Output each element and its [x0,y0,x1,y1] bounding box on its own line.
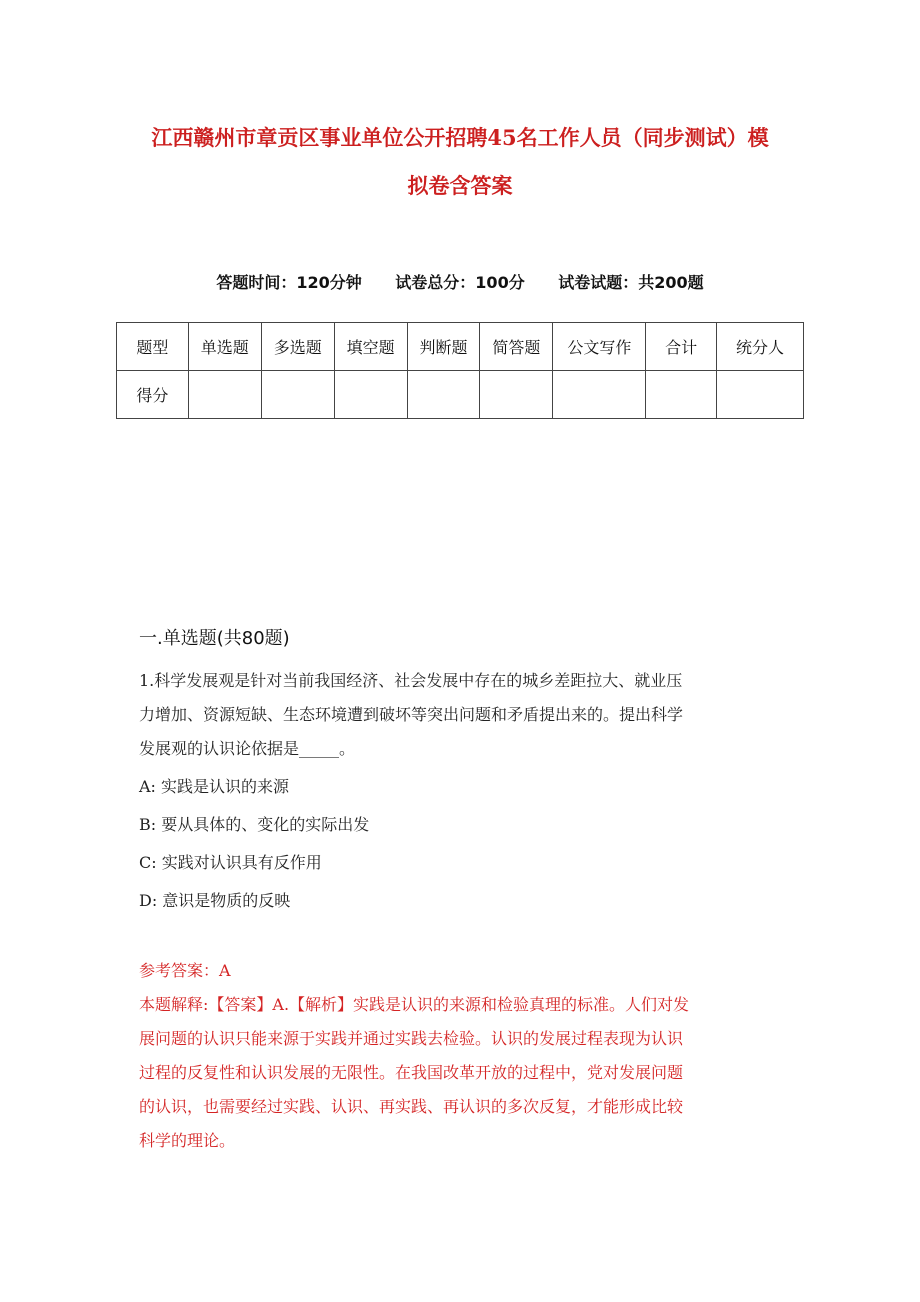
explanation-line: 的认识，也需要经过实践、认识、再实践、再认识的多次反复，才能形成比较 [139,1097,684,1116]
question-stem [139,664,779,766]
score-table-score-row [117,371,804,419]
score-cell [261,371,334,419]
score-table-header: 填空题 [334,323,407,371]
option-d: D: 意识是物质的反映 [139,891,291,910]
option-b: B: 要从具体的、变化的实际出发 [139,815,370,834]
exam-total-score: 试卷总分：100分 [395,273,525,292]
score-cell [480,371,553,419]
score-table-header: 题型 [117,323,189,371]
score-cell [407,371,480,419]
question-options [139,772,779,924]
exam-meta [0,270,920,293]
score-cell [188,371,261,419]
question-line: 1.科学发展观是针对当前我国经济、社会发展中存在的城乡差距拉大、就业压 [139,671,683,690]
exam-question-count: 试卷试题：共200题 [558,273,704,292]
score-table-header: 判断题 [407,323,480,371]
score-cell [646,371,717,419]
explanation-line: 本题解释:【答案】A.【解析】实践是认识的来源和检验真理的标准。人们对发 [139,995,690,1014]
option-c: C: 实践对认识具有反作用 [139,853,322,872]
score-row-label: 得分 [117,371,189,419]
score-table-header: 统分人 [717,323,804,371]
score-table-header: 公文写作 [553,323,646,371]
question-line: 力增加、资源短缺、生态环境遭到破坏等突出问题和矛盾提出来的。提出科学 [139,705,684,724]
section-title: 一.单选题(共80题) [139,628,290,649]
score-table-header: 单选题 [188,323,261,371]
answer-block [139,954,789,1158]
reference-answer: 参考答案：A [139,961,231,980]
document-title-line-2: 拟卷含答案 [407,173,513,198]
score-cell [334,371,407,419]
explanation-line: 过程的反复性和认识发展的无限性。在我国改革开放的过程中，党对发展问题 [139,1063,684,1082]
score-table-header-row [117,323,804,371]
score-table [116,322,804,419]
exam-time: 答题时间：120分钟 [216,273,362,292]
explanation-line: 展问题的认识只能来源于实践并通过实践去检验。认识的发展过程表现为认识 [139,1029,684,1048]
score-table-header: 简答题 [480,323,553,371]
document-title-line-1: 江西赣州市章贡区事业单位公开招聘45名工作人员（同步测试）模 [151,125,769,150]
question-line: 发展观的认识论依据是_____。 [139,739,356,758]
explanation-line: 科学的理论。 [139,1131,236,1150]
score-cell [717,371,804,419]
score-table-header: 合计 [646,323,717,371]
score-table-header: 多选题 [261,323,334,371]
score-cell [553,371,646,419]
option-a: A: 实践是认识的来源 [139,777,290,796]
